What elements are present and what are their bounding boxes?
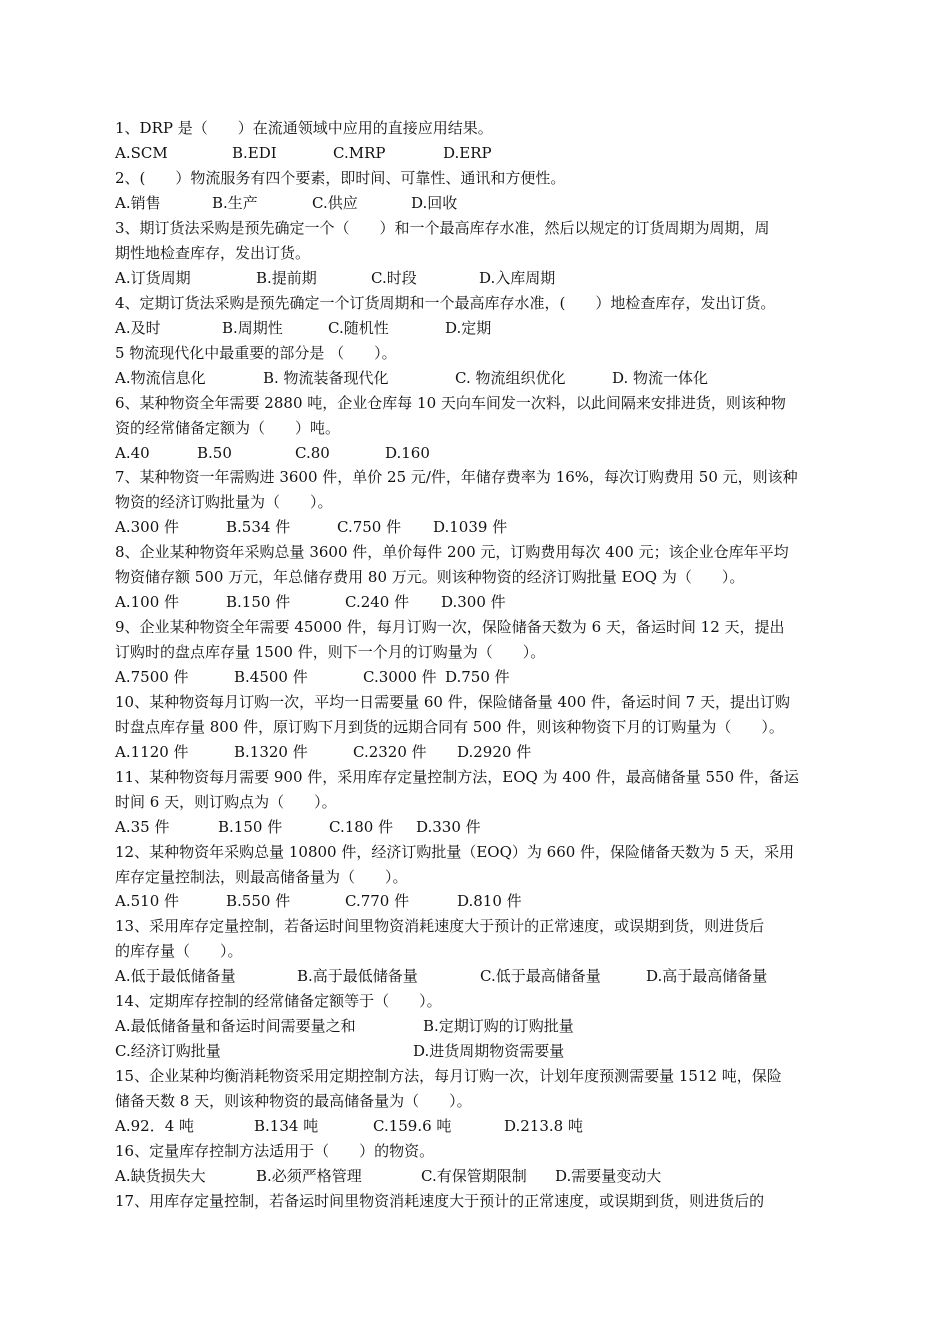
option-c: C.159.6 吨 (373, 1117, 452, 1135)
option-d: D.定期 (445, 319, 492, 337)
question-1-stem: 1、DRP 是（ ）在流通领域中应用的直接应用结果。 (115, 119, 493, 137)
question-8-stem-line-1: 8、企业某种物资年采购总量 3600 件，单价每件 200 元，订购费用每次 400 元；该企业仓库年平均 (115, 543, 789, 561)
option-b: B.1320 件 (234, 743, 308, 761)
option-c: C.750 件 (337, 518, 402, 536)
option-c: C.时段 (371, 269, 417, 287)
option-c: C. 物流组织优化 (455, 369, 566, 387)
question-13-stem-line-1: 13、采用库存定量控制，若备运时间里物资消耗速度大于预计的正常速度，或误期到货，则进货后 (115, 917, 765, 935)
option-b: B.定期订购的订购批量 (423, 1017, 574, 1035)
option-b: B. 物流装备现代化 (263, 369, 389, 387)
question-17-stem: 17、用库存定量控制，若备运时间里物资消耗速度大于预计的正常速度，或误期到货，则进货后的 (115, 1192, 765, 1210)
option-d: D.810 件 (457, 892, 522, 910)
option-d: D.ERP (443, 144, 492, 162)
option-a: A.销售 (115, 194, 161, 212)
option-d: D.750 件 (445, 668, 510, 686)
question-3-stem-line-1: 3、期订货法采购是预先确定一个（ ）和一个最高库存水准，然后以规定的订货周期为周期，周 (115, 219, 770, 237)
option-c: C.有保管期限制 (421, 1167, 527, 1185)
question-16-stem: 16、定量库存控制方法适用于（ ）的物资。 (115, 1142, 435, 1160)
question-9-stem-line-1: 9、企业某种物资全年需要 45000 件，每月订购一次，保险储备天数为 6 天，备运时间 12 天，提出 (115, 618, 785, 636)
question-12-stem-line-1: 12、某种物资年采购总量 10800 件，经济订购批量（EOQ）为 660 件，保险储备天数为 5 天，采用 (115, 843, 795, 861)
option-b: B.必须严格管理 (256, 1167, 362, 1185)
option-a: A.最低储备量和备运时间需要量之和 (115, 1017, 356, 1035)
option-b: B.生产 (212, 194, 258, 212)
question-2-stem: 2、( ）物流服务有四个要素，即时间、可靠性、通讯和方便性。 (115, 169, 566, 187)
option-b: B.150 件 (226, 593, 291, 611)
question-4-stem: 4、定期订货法采购是预先确定一个订货周期和一个最高库存水准，( ）地检查库存，发出订货。 (115, 294, 776, 312)
question-9-stem-line-2: 订购时的盘点库存量 1500 件，则下一个月的订购量为（ ）。 (115, 643, 546, 661)
question-3-stem-line-2: 期性地检查库存，发出订货。 (115, 244, 311, 262)
option-c: C.2320 件 (353, 743, 427, 761)
option-b: B.534 件 (226, 518, 291, 536)
option-a: A.缺货损失大 (115, 1167, 206, 1185)
option-b: B.高于最低储备量 (297, 967, 418, 985)
option-b: B.50 (197, 444, 232, 462)
question-5-stem: 5 物流现代化中最重要的部分是 （ ）。 (115, 344, 397, 362)
option-d: D.高于最高储备量 (646, 967, 768, 985)
option-d: D.回收 (411, 194, 458, 212)
question-10-stem-line-2: 时盘点库存量 800 件，原订购下月到货的远期合同有 500 件，则该种物资下月的订购量为（ ）。 (115, 718, 784, 736)
option-d: D. 物流一体化 (612, 369, 709, 387)
question-6-stem-line-2: 资的经常储备定额为（ ）吨。 (115, 419, 341, 437)
option-a: A.510 件 (115, 892, 179, 910)
option-a: A.1120 件 (115, 743, 189, 761)
option-a: A.物流信息化 (115, 369, 206, 387)
option-a: A.订货周期 (115, 269, 191, 287)
option-a: A.100 件 (115, 593, 179, 611)
option-b: B.提前期 (256, 269, 317, 287)
option-a: A.35 件 (115, 818, 170, 836)
option-c: C.240 件 (345, 593, 410, 611)
option-b: B.周期性 (222, 319, 283, 337)
question-13-stem-line-2: 的库存量（ ）。 (115, 942, 243, 960)
option-a: A.低于最低储备量 (115, 967, 236, 985)
option-d: D.需要量变动大 (555, 1167, 662, 1185)
question-12-stem-line-2: 库存定量控制法，则最高储备量为（ ）。 (115, 868, 408, 886)
option-d: D.160 (385, 444, 430, 462)
option-a: A.7500 件 (115, 668, 189, 686)
question-6-stem-line-1: 6、某种物资全年需要 2880 吨，企业仓库每 10 天向车间发一次料，以此间隔来安排进货，则该种物 (115, 394, 786, 412)
option-d: D.2920 件 (457, 743, 532, 761)
option-c: C.MRP (333, 144, 386, 162)
question-15-stem-line-2: 储备天数 8 天，则该种物资的最高储备量为（ ）。 (115, 1092, 472, 1110)
option-b: B.EDI (232, 144, 277, 162)
question-7-stem-line-1: 7、某种物资一年需购进 3600 件，单价 25 元/件，年储存费率为 16%，每次订购费用 50 元，则该种 (115, 468, 798, 486)
option-c: C.3000 件 (363, 668, 437, 686)
option-a: A.SCM (115, 144, 168, 162)
option-d: D.1039 件 (433, 518, 508, 536)
question-15-stem-line-1: 15、企业某种均衡消耗物资采用定期控制方法，每月订购一次，计划年度预测需要量 1512 吨，保险 (115, 1067, 782, 1085)
option-d: D.213.8 吨 (504, 1117, 583, 1135)
option-c: C.80 (295, 444, 330, 462)
option-c: C.随机性 (328, 319, 389, 337)
option-b: B.150 件 (218, 818, 283, 836)
option-c: C.低于最高储备量 (480, 967, 601, 985)
question-10-stem-line-1: 10、某种物资每月订购一次，平均一日需要量 60 件，保险储备量 400 件，备运时间 7 天，提出订购 (115, 693, 790, 711)
option-d: D.进货周期物资需要量 (413, 1042, 565, 1060)
question-11-stem-line-1: 11、某种物资每月需要 900 件，采用库存定量控制方法，EOQ 为 400 件，最高储备量 550 件，备运 (115, 768, 799, 786)
option-a: A.40 (115, 444, 150, 462)
question-7-stem-line-2: 物资的经济订购批量为（ ）。 (115, 493, 333, 511)
option-c: C.180 件 (329, 818, 394, 836)
option-a: A.及时 (115, 319, 161, 337)
question-8-stem-line-2: 物资储存额 500 万元，年总储存费用 80 万元。则该种物资的经济订购批量 EOQ 为（ ）。 (115, 568, 745, 586)
option-a: A.92．4 吨 (115, 1117, 194, 1135)
option-a: A.300 件 (115, 518, 179, 536)
option-c: C.770 件 (345, 892, 410, 910)
option-d: D.330 件 (416, 818, 481, 836)
option-d: D.入库周期 (479, 269, 556, 287)
question-11-stem-line-2: 时间 6 天，则订购点为（ ）。 (115, 793, 337, 811)
option-b: B.4500 件 (234, 668, 308, 686)
option-b: B.550 件 (226, 892, 291, 910)
option-b: B.134 吨 (254, 1117, 319, 1135)
option-d: D.300 件 (441, 593, 506, 611)
option-c: C.经济订购批量 (115, 1042, 221, 1060)
question-14-stem: 14、定期库存控制的经常储备定额等于（ ）。 (115, 992, 442, 1010)
option-c: C.供应 (312, 194, 358, 212)
